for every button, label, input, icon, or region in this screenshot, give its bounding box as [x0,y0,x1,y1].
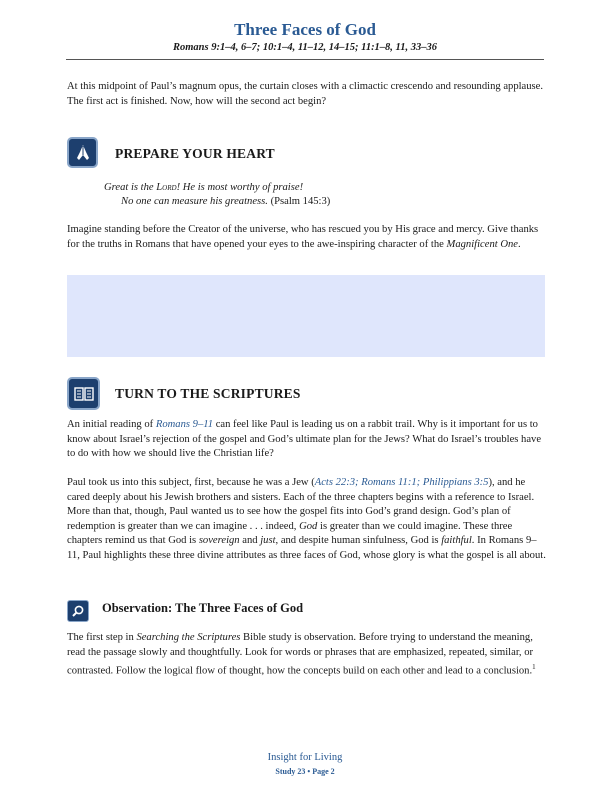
obs-text-em: Searching the Scriptures [136,632,241,643]
s2-em-just: just [260,535,276,547]
prepare-text-em: Magnificent One [446,238,518,250]
observation-heading: Observation: The Three Faces of God [102,601,304,615]
philippians-3-5-link[interactable]: Philippians 3:5 [422,477,489,488]
verse-lord: Lord [156,182,177,193]
verse-text-1b: ! He is most worthy of praise! [176,182,304,193]
header-divider [66,59,544,60]
prepare-heading: PREPARE YOUR HEART [115,146,275,161]
s2-em-god: God [299,520,318,532]
prepare-text-b: . [518,238,521,250]
intro-paragraph: At this midpoint of Paul’s magnum opus, the curtain closes with a climactic crescendo and resounding applause. The first act is finished. Now, how will the second act begin? [67,81,544,107]
magnifying-glass-icon [67,600,89,622]
acts-22-3-link[interactable]: Acts 22:3 [314,477,356,488]
s2-text-a: Paul took us into this subject, first, because he was a Jew ( [67,477,315,488]
romans-11-1-link[interactable]: Romans 11:1 [361,477,417,488]
open-book-icon [67,377,100,410]
obs-text-b: Bible study is observation. Before trying to understand the meaning, read the passage slowly and thoughtfully. Look for words or phrases that are emphasized, repeated, similar, or contrasted. Follow the logical flow of thought, how the concepts build on each other and lead to a conclusion. [67,632,534,677]
observation-paragraph [67,631,547,679]
s2-text-e: , and despite human sinfulness, God is [275,535,442,547]
footer-page-label: Study 23 • Page 2 [275,767,335,776]
verse-text-1a: Great is the [104,182,157,193]
s2-text-f: . In Romans 9–11, Paul highlights these three divine attributes as three faces of God, whose glory is what the gospel is all about. [67,535,546,561]
s2-text-c: is greater than we could imagine. These three chapters remind us that God is [67,520,513,547]
romans-9-11-link[interactable]: Romans 9–11 [155,419,214,430]
s2-em-sovereign: sovereign [198,535,240,547]
s1-text-a: An initial reading of [67,419,156,430]
obs-text-a: The first step in [67,632,137,643]
s2-text-d: and [239,535,261,547]
s2-em-faithful: faithful [441,535,472,547]
praying-hands-icon [67,137,98,168]
s2-text-b: ), and he cared deeply about his Jewish brothers and sisters. Each of the three chapters begins with a reference to Israel. More than that, though, Paul wanted us to see how the gospel fits into God’s grand design. God’s plan of redemption is greater than we can imagine . . . indeed, [67,477,535,532]
scriptures-heading: TURN TO THE SCRIPTURES [115,386,301,401]
scriptures-paragraph-2 [67,476,547,564]
verse-text-2: No one can measure his greatness. [121,196,268,207]
prepare-paragraph [67,223,547,252]
scriptures-paragraph-1 [67,418,547,462]
passage-reference: Romans 9:1–4, 6–7; 10:1–4, 11–12, 14–15; 11:1–8, 11, 33–36 [173,42,437,53]
page-title: Three Faces of God [234,20,376,39]
footer-brand: Insight for Living [267,752,343,763]
prepare-text-a: Imagine standing before the Creator of the universe, who has rescued you by His grace and mercy. Give thanks for the truths in Romans that have opened your eyes to the awe-inspiring character of the [67,224,539,250]
psalm-quote [104,181,544,209]
s2-sep-2: ; [416,477,423,488]
s2-sep-1: ; [355,477,362,488]
s1-text-b: can feel like Paul is leading us on a rabbit trail. Why is it important for us to know about Israel’s rejection of the gospel and God’s ultimate plan for the Jews? What do Israel’s troubles have to do with how we should live the Christian life? [67,419,542,460]
journal-note-box[interactable] [67,275,545,357]
verse-reference: (Psalm 145:3) [267,196,331,207]
footnote-marker[interactable]: 1 [532,663,536,672]
